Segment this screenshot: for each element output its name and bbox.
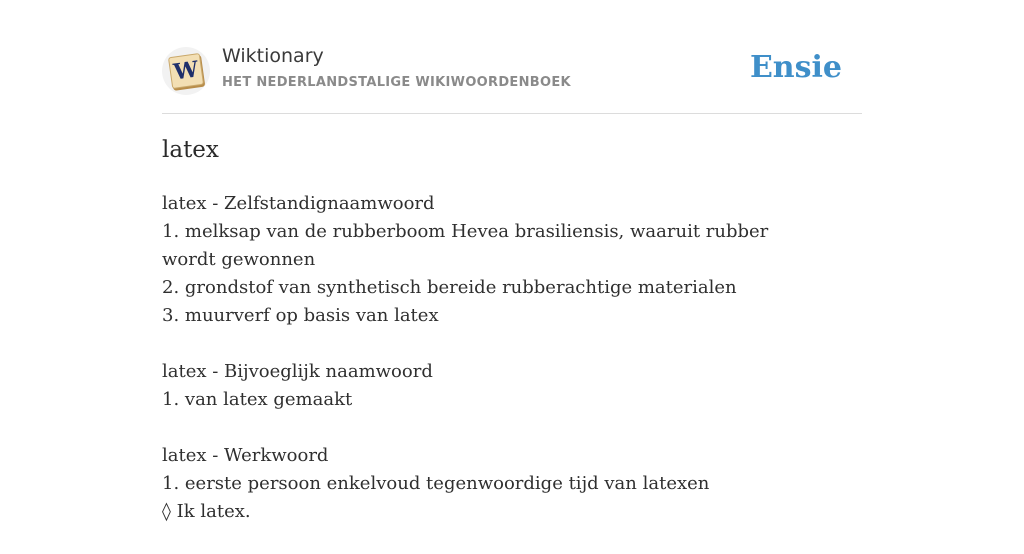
example-line: ◊ Ik latex. bbox=[162, 501, 251, 522]
wiktionary-logo[interactable] bbox=[162, 47, 210, 95]
definition-line: 2. grondstof van synthetisch bereide rubberachtige materialen bbox=[162, 277, 737, 298]
entry-noun bbox=[162, 190, 802, 330]
definition-list bbox=[162, 190, 802, 554]
page-container bbox=[162, 0, 862, 522]
definition-line: 1. van latex gemaakt bbox=[162, 389, 353, 410]
site-header bbox=[162, 0, 862, 114]
site-tagline: HET NEDERLANDSTALIGE WIKIWOORDENBOEK bbox=[222, 75, 571, 90]
definition-line: 1. eerste persoon enkelvoud tegenwoordige tijd van latexen bbox=[162, 473, 710, 494]
logo-letter: W bbox=[171, 56, 201, 86]
entry-heading: latex - Zelfstandignaamwoord bbox=[162, 193, 435, 214]
entry-adjective bbox=[162, 358, 802, 414]
site-name[interactable]: Wiktionary bbox=[222, 45, 324, 67]
page-title: latex bbox=[162, 137, 219, 163]
entry-heading: latex - Bijvoeglijk naamwoord bbox=[162, 361, 433, 382]
w-tile-icon bbox=[168, 53, 204, 89]
definition-line: 3. muurverf op basis van latex bbox=[162, 305, 439, 326]
entry-verb bbox=[162, 442, 802, 526]
definition-line: 1. melksap van de rubberboom Hevea brasiliensis, waaruit rubber wordt gewonnen bbox=[162, 221, 769, 270]
entry-heading: latex - Werkwoord bbox=[162, 445, 329, 466]
ensie-brand-link[interactable]: Ensie bbox=[749, 50, 842, 85]
